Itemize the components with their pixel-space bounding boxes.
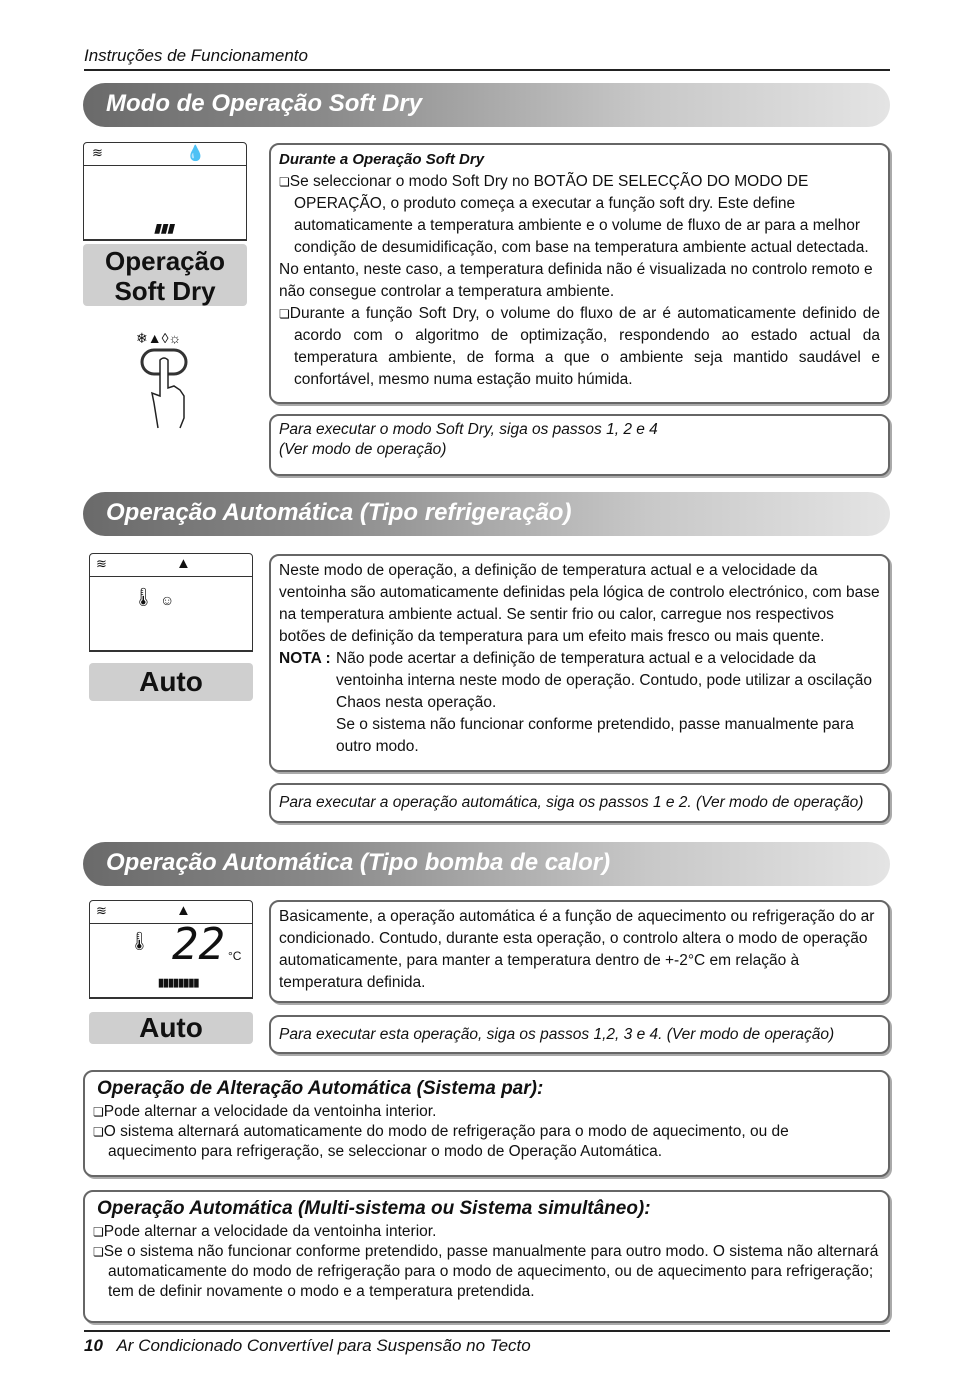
- temperature-unit: °C: [228, 949, 242, 963]
- soft-dry-steps-note: Para executar o modo Soft Dry, siga os passos 1, 2 e 4 (Ver modo de operação): [269, 414, 890, 476]
- footer: [84, 1336, 531, 1356]
- section-header-soft-dry: [83, 83, 890, 127]
- smiley-icon: ☺: [160, 592, 175, 608]
- auto-icon: ▲: [176, 555, 191, 572]
- fan-speed-icon: ▮▮▮▮▮▮▮▮: [158, 977, 199, 989]
- pair-system-title: Operação de Alteração Automática (Sistema par):: [97, 1078, 544, 1099]
- signal-icon: ≋: [96, 903, 107, 918]
- running-header: Instruções de Funcionamento: [84, 46, 308, 65]
- fan-speed-icon: ▮▮▮: [154, 221, 174, 235]
- mode-icons: ❄▲◊☼: [136, 330, 182, 346]
- auto-icon: ▲: [176, 902, 191, 919]
- signal-icon: ≋: [96, 556, 107, 571]
- soft-dry-description: Durante a Operação Soft Dry ❏ Se seleccionar o modo Soft Dry no BOTÃO DE SELECÇÃO DO MODO DE OPERAÇÃO, o produto começa a executar a função soft dry. Este define automaticamente a temperatura ambiente e o volume de fluxo de ar para a melhor condição de desumidificação, com base na temperatura ambiente actual detectada. No entanto, neste caso, a temperatura definida não é visualizada no controlo remoto e não consegue controlar a temperatura ambiente. ❏ Durante a função Soft Dry, o volume do fluxo de ar é automaticamente definido de acordo com o algoritmo de optimização, respondendo ao estado actual da temperatura ambiente, de forma a que o ambiente seja mantido saudável e confortável, mesmo numa estação muito húmida.: [269, 143, 890, 404]
- section-title: Operação Automática (Tipo bomba de calor): [106, 849, 611, 876]
- multi-system-title: Operação Automática (Multi-sistema ou Sistema simultâneo):: [97, 1198, 651, 1219]
- remote-display-soft-dry: [83, 142, 247, 241]
- page-number: 10: [84, 1336, 103, 1355]
- section-title: Operação Automática (Tipo refrigeração): [106, 499, 572, 526]
- footer-title: Ar Condicionado Convertível para Suspensão no Tecto: [116, 1336, 531, 1355]
- section-header-auto-heatpump: [83, 842, 890, 886]
- footer-rule: [84, 1330, 890, 1332]
- mode-label-auto: Auto: [89, 1012, 253, 1044]
- pair-system-box: Operação de Alteração Automática (Sistema par): ❏ Pode alternar a velocidade da ventoinha interior. ❏ O sistema alternará automaticamente do modo de refrigeração para o modo de aquecimento, ou de aquecimento para refrigeração, se seleccionar o modo de Operação Automática.: [83, 1070, 890, 1177]
- header-rule: [84, 69, 890, 71]
- remote-display-auto-cooling: [89, 553, 253, 652]
- auto-cooling-steps-note: Para executar a operação automática, siga os passos 1 e 2. (Ver modo de operação): [269, 783, 890, 823]
- set-temperature: 22: [172, 919, 225, 970]
- signal-icon: ≋: [92, 145, 103, 160]
- mode-label-soft-dry: Operação Soft Dry: [83, 244, 247, 306]
- section-title: Modo de Operação Soft Dry: [106, 90, 423, 117]
- multi-system-box: Operação Automática (Multi-sistema ou Sistema simultâneo): ❏ Pode alternar a velocidade da ventoinha interior. ❏ Se o sistema não funcionar conforme pretendido, passe manualmente para outro modo. O sistema não alternará automaticamente do modo de refrigeração para o modo de aquecimento, ou de aquecimento para refrigeração; tem de definir novamente o modo e a temperatura pretendida.: [83, 1190, 890, 1323]
- mode-button-hand-icon: [140, 348, 200, 443]
- remote-display-auto-heatpump: [89, 900, 253, 999]
- thermometer-icon: 🌡: [128, 931, 151, 951]
- drop-icon: 💧: [186, 145, 205, 162]
- section-header-auto-cooling: [83, 492, 890, 536]
- auto-cooling-description: Neste modo de operação, a definição de temperatura actual e a velocidade da ventoinha são automaticamente definidas pela lógica de controlo electrónico, com base na temperatura ambiente actual. Se sentir frio ou calor, carregue nos respectivos botões de definição da temperatura para um efeito mais fresco ou mais quente. NOTA : Não pode acertar a definição de temperatura actual e a velocidade da ventoinha interna neste modo de operação. Contudo, pode utilizar a oscilação Chaos nesta operação. Se o sistema não funcionar conforme pretendido, passe manualmente para outro modo.: [269, 554, 890, 772]
- mode-label-auto: Auto: [89, 663, 253, 701]
- auto-heatpump-steps-note: Para executar esta operação, siga os passos 1,2, 3 e 4. (Ver modo de operação): [269, 1015, 890, 1054]
- thermometer-icon: 🌡: [132, 587, 155, 607]
- auto-heatpump-description: Basicamente, a operação automática é a função de aquecimento ou refrigeração do ar condicionado. Contudo, durante esta operação, o controlo altera o modo de operação automaticamente, para manter a temperatura dentro de +-2°C em relação à temperatura definida.: [269, 900, 890, 1003]
